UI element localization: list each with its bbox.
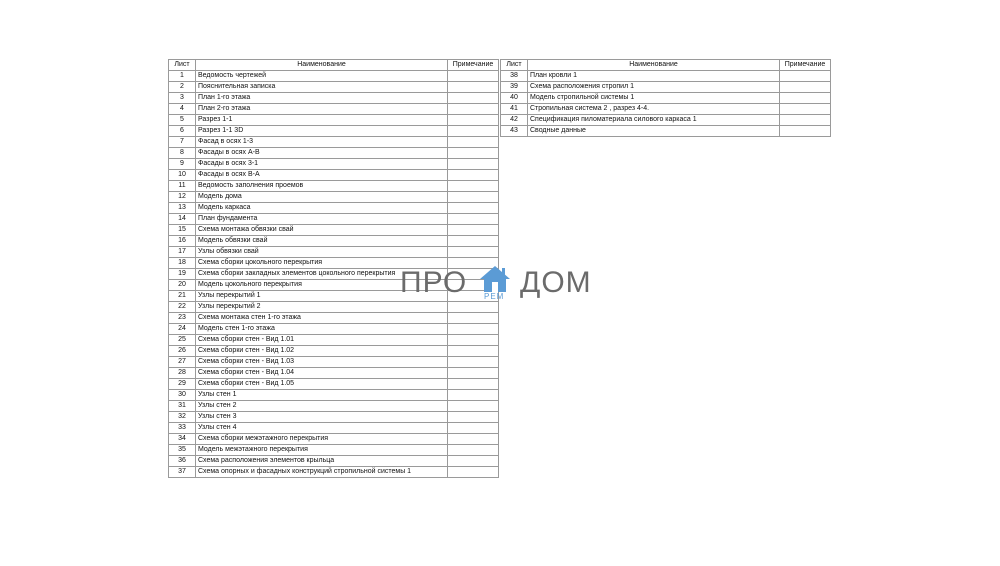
note-cell xyxy=(448,346,499,357)
table-row xyxy=(169,467,499,478)
drawing-name-cell: Узлы стен 4 xyxy=(196,423,448,434)
table-row xyxy=(169,335,499,346)
sheet-number-cell: 40 xyxy=(501,93,528,104)
table-row xyxy=(169,115,499,126)
logo-text-dom: ДОМ xyxy=(520,266,592,299)
table-row xyxy=(169,71,499,82)
drawing-name-cell: Модель обвязки свай xyxy=(196,236,448,247)
sheet-number-cell: 7 xyxy=(169,137,196,148)
sheet-number-cell: 20 xyxy=(169,280,196,291)
sheet-number-cell: 33 xyxy=(169,423,196,434)
sheet-number-cell: 34 xyxy=(169,434,196,445)
note-cell xyxy=(448,379,499,390)
sheet-number-cell: 42 xyxy=(501,115,528,126)
note-cell xyxy=(448,247,499,258)
drawing-name-cell: Схема сборки цокольного перекрытия xyxy=(196,258,448,269)
drawing-name-cell: Фасады в осях В-А xyxy=(196,170,448,181)
header-note: Примечание xyxy=(448,60,499,71)
house-icon xyxy=(478,264,512,294)
sheet-number-cell: 19 xyxy=(169,269,196,280)
note-cell xyxy=(448,236,499,247)
table-row xyxy=(169,401,499,412)
drawing-name-cell: План 2-го этажа xyxy=(196,104,448,115)
table-row xyxy=(169,313,499,324)
drawings-schedule-right xyxy=(500,59,831,137)
drawing-name-cell: Фасады в осях 3-1 xyxy=(196,159,448,170)
note-cell xyxy=(448,137,499,148)
drawing-name-cell: Схема расположения элементов крыльца xyxy=(196,456,448,467)
table-row xyxy=(169,346,499,357)
sheet-number-cell: 11 xyxy=(169,181,196,192)
header-name: Наименование xyxy=(528,60,780,71)
note-cell xyxy=(448,324,499,335)
table-row xyxy=(169,390,499,401)
note-cell xyxy=(448,104,499,115)
table-row xyxy=(169,368,499,379)
drawing-name-cell: Схема сборки стен - Вид 1.05 xyxy=(196,379,448,390)
sheet-number-cell: 27 xyxy=(169,357,196,368)
table-row xyxy=(501,93,831,104)
drawing-name-cell: Фасад в осях 1-3 xyxy=(196,137,448,148)
note-cell xyxy=(448,390,499,401)
sheet-number-cell: 12 xyxy=(169,192,196,203)
table-row xyxy=(169,192,499,203)
note-cell xyxy=(448,115,499,126)
drawing-name-cell: План 1-го этажа xyxy=(196,93,448,104)
drawing-name-cell: Схема сборки стен - Вид 1.03 xyxy=(196,357,448,368)
sheet-number-cell: 2 xyxy=(169,82,196,93)
sheet-number-cell: 39 xyxy=(501,82,528,93)
table-row xyxy=(501,71,831,82)
sheet-number-cell: 16 xyxy=(169,236,196,247)
sheet-number-cell: 8 xyxy=(169,148,196,159)
table-row xyxy=(169,214,499,225)
note-cell xyxy=(448,456,499,467)
table-row xyxy=(169,456,499,467)
sheet-number-cell: 43 xyxy=(501,126,528,137)
sheet-number-cell: 5 xyxy=(169,115,196,126)
note-cell xyxy=(448,335,499,346)
sheet-number-cell: 35 xyxy=(169,445,196,456)
header-sheet: Лист xyxy=(501,60,528,71)
drawing-name-cell: Модель каркаса xyxy=(196,203,448,214)
table-body-right xyxy=(501,71,831,137)
sheet-number-cell: 31 xyxy=(169,401,196,412)
note-cell xyxy=(448,181,499,192)
drawing-name-cell: Узлы стен 2 xyxy=(196,401,448,412)
note-cell xyxy=(780,71,831,82)
table-row xyxy=(169,379,499,390)
table-row xyxy=(169,445,499,456)
drawing-name-cell: Схема сборки межэтажного перекрытия xyxy=(196,434,448,445)
sheet-number-cell: 18 xyxy=(169,258,196,269)
table-row xyxy=(169,247,499,258)
drawing-name-cell: Модель стропильной системы 1 xyxy=(528,93,780,104)
note-cell xyxy=(448,126,499,137)
drawing-name-cell: Модель стен 1-го этажа xyxy=(196,324,448,335)
sheet-number-cell: 15 xyxy=(169,225,196,236)
header-note: Примечание xyxy=(780,60,831,71)
sheet-number-cell: 41 xyxy=(501,104,528,115)
table-row xyxy=(169,93,499,104)
sheet-number-cell: 29 xyxy=(169,379,196,390)
sheet-number-cell: 10 xyxy=(169,170,196,181)
sheet-number-cell: 25 xyxy=(169,335,196,346)
drawing-name-cell: Узлы стен 3 xyxy=(196,412,448,423)
note-cell xyxy=(448,423,499,434)
table-row xyxy=(169,236,499,247)
note-cell xyxy=(448,445,499,456)
drawing-name-cell: Фасады в осях А-В xyxy=(196,148,448,159)
header-sheet: Лист xyxy=(169,60,196,71)
note-cell xyxy=(448,148,499,159)
logo-text-pro: ПРО xyxy=(400,266,468,299)
drawing-name-cell: Схема расположения стропил 1 xyxy=(528,82,780,93)
drawing-name-cell: Сводные данные xyxy=(528,126,780,137)
drawing-name-cell: Схема сборки стен - Вид 1.02 xyxy=(196,346,448,357)
drawing-name-cell: Схема монтажа стен 1-го этажа xyxy=(196,313,448,324)
drawing-name-cell: Модель межэтажного перекрытия xyxy=(196,445,448,456)
sheet-number-cell: 23 xyxy=(169,313,196,324)
table-row xyxy=(169,159,499,170)
sheet-number-cell: 21 xyxy=(169,291,196,302)
table-row xyxy=(501,104,831,115)
table-row xyxy=(169,137,499,148)
note-cell xyxy=(448,401,499,412)
sheet-number-cell: 6 xyxy=(169,126,196,137)
drawing-name-cell: Стропильная система 2 , разрез 4-4. xyxy=(528,104,780,115)
table-header-row xyxy=(169,60,499,71)
sheet-number-cell: 26 xyxy=(169,346,196,357)
table-row xyxy=(169,412,499,423)
drawing-name-cell: Узлы стен 1 xyxy=(196,390,448,401)
table-row xyxy=(169,181,499,192)
watermark-logo xyxy=(398,264,602,304)
sheet-number-cell: 14 xyxy=(169,214,196,225)
drawing-name-cell: Узлы обвязки свай xyxy=(196,247,448,258)
drawing-name-cell: План кровли 1 xyxy=(528,71,780,82)
drawing-name-cell: Схема опорных и фасадных конструкций стропильной системы 1 xyxy=(196,467,448,478)
table-header-row xyxy=(501,60,831,71)
drawing-name-cell: Узлы перекрытий 2 xyxy=(196,302,448,313)
note-cell xyxy=(448,434,499,445)
sheet-number-cell: 24 xyxy=(169,324,196,335)
note-cell xyxy=(780,93,831,104)
drawing-name-cell: Схема сборки закладных элементов цокольного перекрытия xyxy=(196,269,448,280)
table-row xyxy=(169,170,499,181)
drawing-name-cell: Узлы перекрытий 1 xyxy=(196,291,448,302)
drawing-name-cell: Схема монтажа обвязки свай xyxy=(196,225,448,236)
sheet-number-cell: 13 xyxy=(169,203,196,214)
table-row xyxy=(501,115,831,126)
drawing-name-cell: Схема сборки стен - Вид 1.01 xyxy=(196,335,448,346)
table-row xyxy=(169,126,499,137)
sheet-number-cell: 32 xyxy=(169,412,196,423)
note-cell xyxy=(448,192,499,203)
sheet-number-cell: 30 xyxy=(169,390,196,401)
note-cell xyxy=(448,313,499,324)
drawing-name-cell: Ведомость заполнения проемов xyxy=(196,181,448,192)
drawing-name-cell: Спецификация пиломатериала силового каркаса 1 xyxy=(528,115,780,126)
drawing-name-cell: Разрез 1-1 xyxy=(196,115,448,126)
note-cell xyxy=(448,467,499,478)
drawing-name-cell: Разрез 1-1 3D xyxy=(196,126,448,137)
logo-subtext: РЕМ xyxy=(484,292,505,301)
table-row xyxy=(169,82,499,93)
sheet-number-cell: 37 xyxy=(169,467,196,478)
note-cell xyxy=(448,71,499,82)
note-cell xyxy=(448,170,499,181)
sheet-number-cell: 1 xyxy=(169,71,196,82)
note-cell xyxy=(448,225,499,236)
drawing-name-cell: Модель цокольного перекрытия xyxy=(196,280,448,291)
note-cell xyxy=(448,203,499,214)
table-row xyxy=(169,324,499,335)
sheet-number-cell: 3 xyxy=(169,93,196,104)
table-row xyxy=(169,357,499,368)
note-cell xyxy=(780,82,831,93)
table-row xyxy=(501,82,831,93)
note-cell xyxy=(448,214,499,225)
table-row xyxy=(501,126,831,137)
note-cell xyxy=(780,104,831,115)
sheet-number-cell: 22 xyxy=(169,302,196,313)
sheet-number-cell: 9 xyxy=(169,159,196,170)
table-row xyxy=(169,203,499,214)
sheet-number-cell: 28 xyxy=(169,368,196,379)
drawing-name-cell: План фундамента xyxy=(196,214,448,225)
note-cell xyxy=(448,368,499,379)
drawing-name-cell: Схема сборки стен - Вид 1.04 xyxy=(196,368,448,379)
sheet-number-cell: 17 xyxy=(169,247,196,258)
note-cell xyxy=(448,93,499,104)
sheet-number-cell: 38 xyxy=(501,71,528,82)
table-row xyxy=(169,423,499,434)
drawing-name-cell: Пояснительная записка xyxy=(196,82,448,93)
note-cell xyxy=(780,115,831,126)
sheet-number-cell: 36 xyxy=(169,456,196,467)
header-name: Наименование xyxy=(196,60,448,71)
table-row xyxy=(169,225,499,236)
note-cell xyxy=(448,82,499,93)
table-row xyxy=(169,148,499,159)
sheet-number-cell: 4 xyxy=(169,104,196,115)
note-cell xyxy=(448,412,499,423)
note-cell xyxy=(448,357,499,368)
table-row xyxy=(169,104,499,115)
table-row xyxy=(169,434,499,445)
note-cell xyxy=(448,159,499,170)
drawing-name-cell: Ведомость чертежей xyxy=(196,71,448,82)
drawing-name-cell: Модель дома xyxy=(196,192,448,203)
note-cell xyxy=(780,126,831,137)
